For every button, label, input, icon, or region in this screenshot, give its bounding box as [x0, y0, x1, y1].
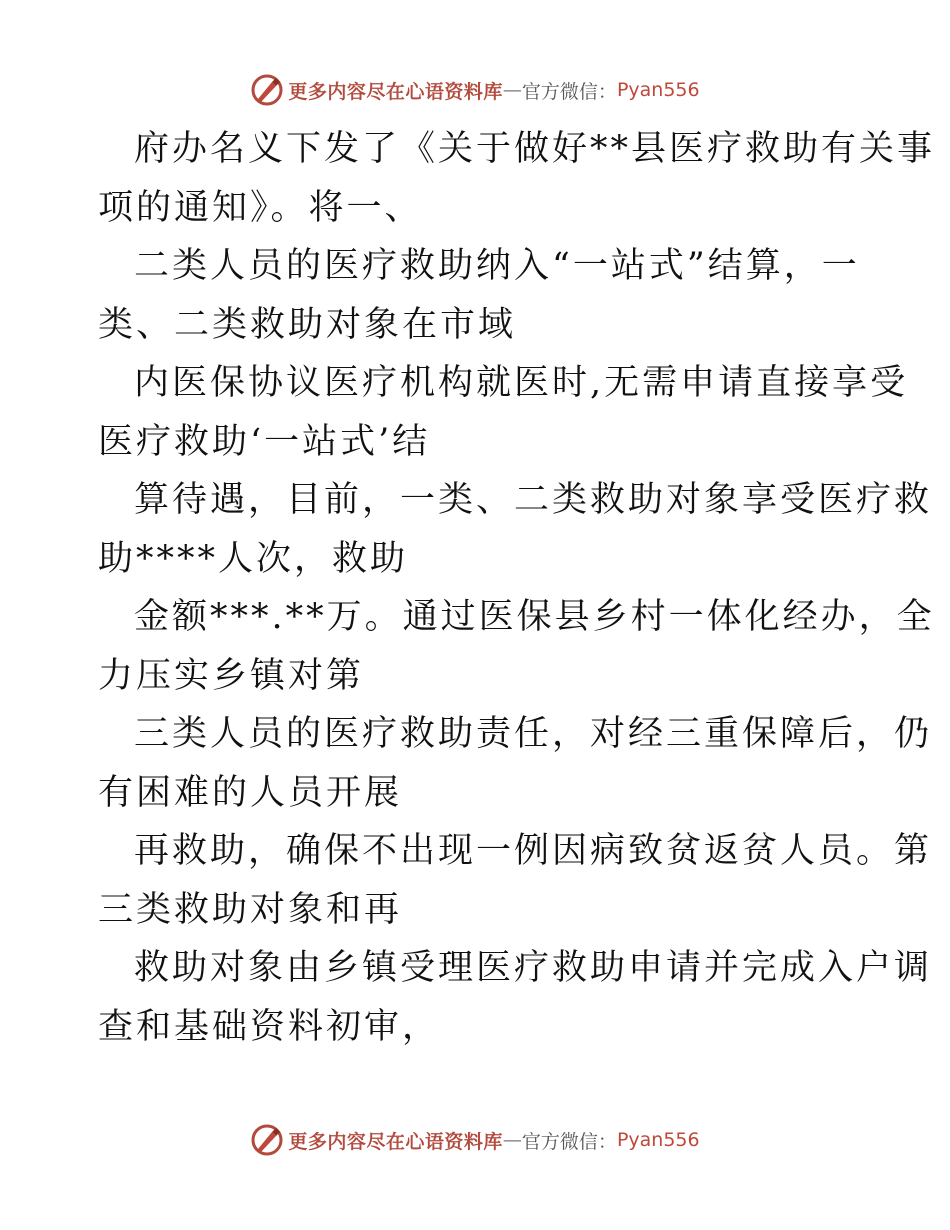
body-line: 类、二类救助对象在市域: [98, 304, 517, 345]
body-line: 算待遇，目前，一类、二类救助对象享受医疗救: [134, 480, 933, 520]
body-line: 金额***.**万。通过医保县乡村一体化经办，全: [134, 597, 935, 637]
pen-nib-circle-icon: [250, 73, 284, 107]
footer-watermark: [0, 1120, 950, 1160]
body-line: 有困难的人员开展: [98, 772, 403, 813]
body-line: 助****人次，救助: [98, 538, 409, 579]
watermark-official: 官方微信：: [521, 80, 617, 103]
watermark-brand: 更多内容尽在心语资料库: [288, 80, 503, 103]
watermark-dash: —: [502, 79, 522, 101]
body-line: 再救助，确保不出现一例因病致贫返贫人员。第: [134, 831, 933, 871]
body-line: 项的通知》。将一、: [98, 187, 423, 228]
header-watermark: [0, 70, 950, 110]
body-line: 力压实乡镇对第: [98, 655, 365, 696]
watermark-official: 官方微信：: [521, 1130, 617, 1153]
pen-nib-circle-icon: [250, 1123, 284, 1157]
body-line: 三类救助对象和再: [98, 889, 403, 930]
body-line: 二类人员的医疗救助纳入“一站式”结算，一: [134, 246, 860, 286]
watermark-dash: —: [502, 1129, 522, 1151]
watermark-wechat-id: Pyan556: [616, 1129, 700, 1151]
body-line: 府办名义下发了《关于做好**县医疗救助有关事: [134, 129, 936, 169]
watermark-brand: 更多内容尽在心语资料库: [288, 1130, 503, 1153]
document-body: [98, 120, 936, 1056]
body-line: 内医保协议医疗机构就医时,无需申请直接享受: [134, 363, 909, 403]
body-line: 医疗救助‘一站式’结: [98, 421, 431, 462]
body-line: 三类人员的医疗救助责任，对经三重保障后，仍: [134, 714, 933, 754]
body-line: 查和基础资料初审，: [98, 1006, 441, 1047]
body-line: 救助对象由乡镇受理医疗救助申请并完成入户调: [134, 948, 933, 988]
watermark-wechat-id: Pyan556: [616, 79, 700, 101]
